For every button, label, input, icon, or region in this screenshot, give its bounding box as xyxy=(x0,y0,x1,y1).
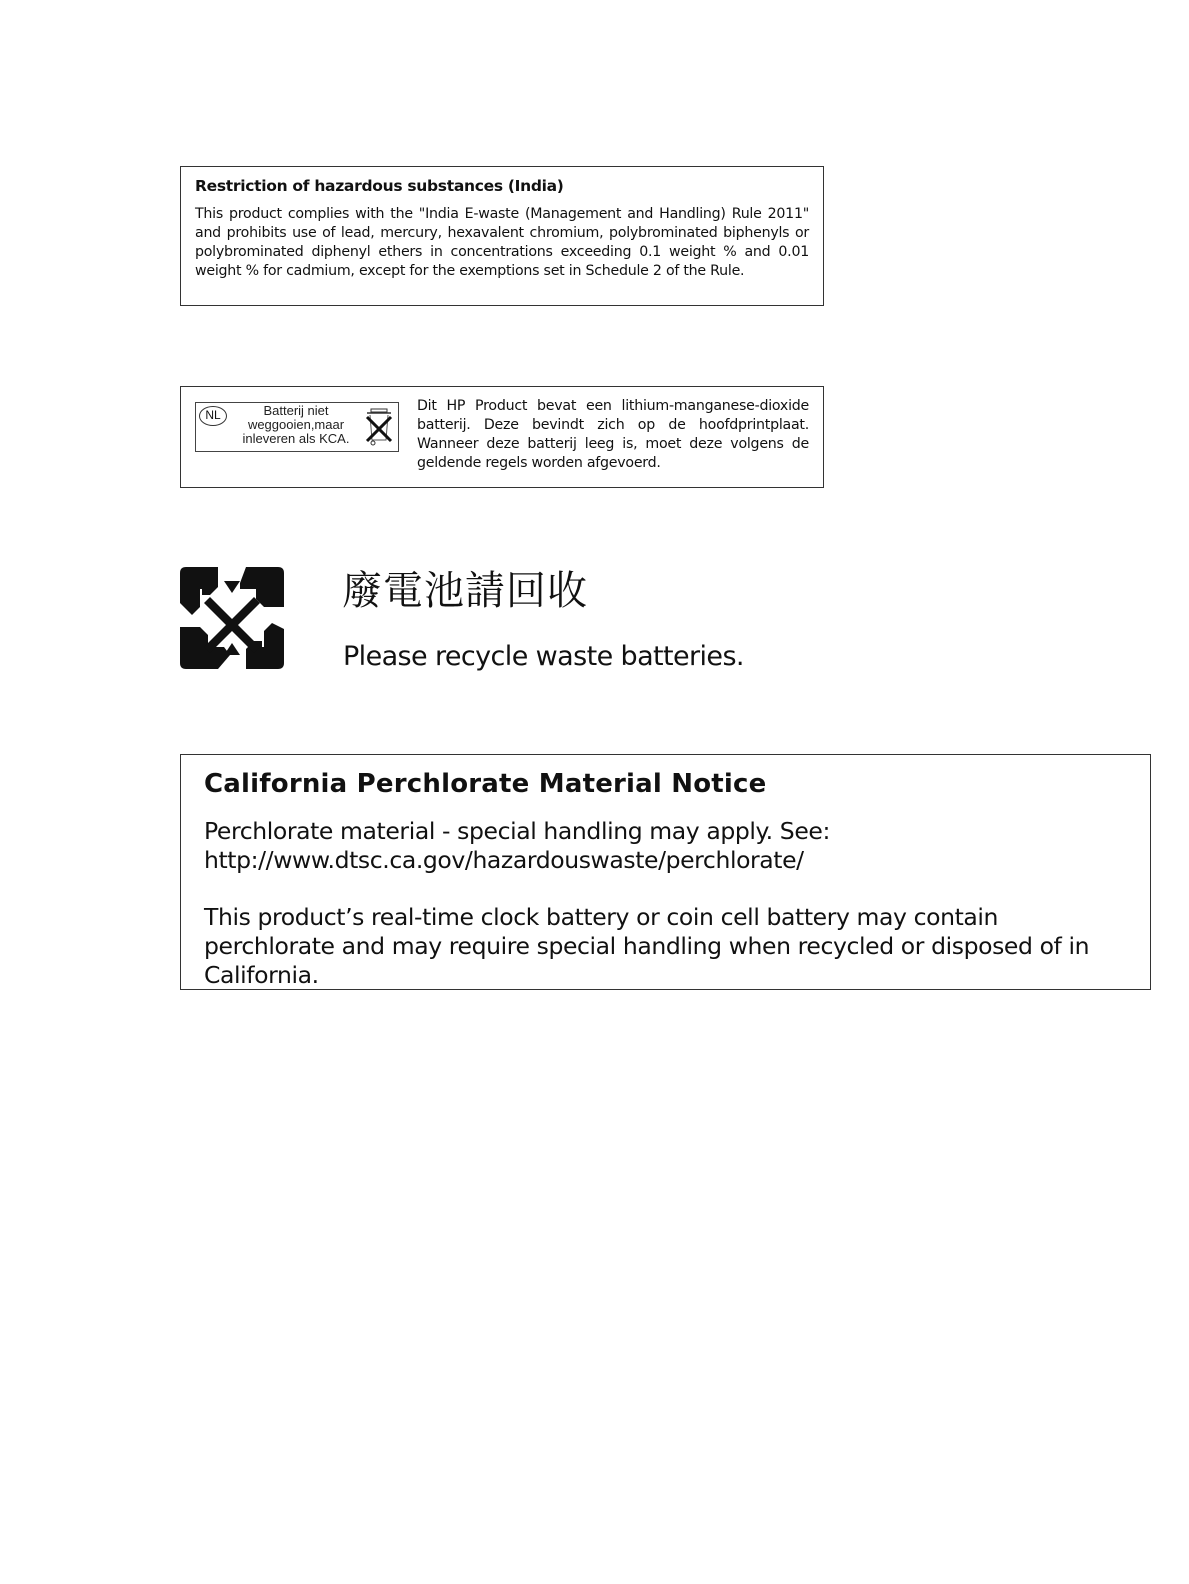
nl-country-mark: NL xyxy=(199,406,227,426)
kca-label-text xyxy=(230,404,362,446)
crossed-out-wheelie-bin-icon xyxy=(362,406,396,448)
kca-label-line: weggooien,maar xyxy=(247,417,345,432)
nl-notice-text: Dit HP Product bevat een lithium-manganese-dioxide batterij. Deze bevindt zich op de hoofdprintplaat. Wanneer deze batterij leeg is, moet deze volgens de geldende regels worden afgevoerd. xyxy=(417,398,809,471)
india-rohs-notice xyxy=(180,166,824,306)
india-notice-title: Restriction of hazardous substances (India) xyxy=(195,177,564,195)
india-notice-body: This product complies with the "India E-waste (Management and Handling) Rule 2011" and prohibits use of lead, mercury, hexavalent chromium, polybrominated biphenyls or polybrominated diphenyl ethers in concentrations exceeding 0.1 weight % and 0.01 weight % for cadmium, except for the exemptions set in Schedule 2 of the Rule. xyxy=(195,206,809,279)
california-notice-title: California Perchlorate Material Notice xyxy=(204,769,767,799)
kca-label-line: inleveren als KCA. xyxy=(242,431,350,446)
kca-label-line: Batterij niet xyxy=(263,403,329,418)
california-notice-paragraph: This product’s real-time clock battery or coin cell battery may contain perchlorate and may require special handling when recycled or disposed of in California. xyxy=(204,903,1090,989)
netherlands-battery-notice xyxy=(180,386,824,488)
california-perchlorate-notice xyxy=(180,754,1151,990)
battery-recycle-icon xyxy=(180,567,284,669)
perchlorate-url[interactable]: http://www.dtsc.ca.gov/hazardouswaste/perchlorate/ xyxy=(204,846,804,874)
chinese-recycle-text: 廢電池請回收 xyxy=(342,568,588,614)
english-recycle-text: Please recycle waste batteries. xyxy=(343,641,744,672)
california-notice-line1: Perchlorate material - special handling may apply. See: xyxy=(204,817,830,845)
kca-battery-label xyxy=(195,402,399,452)
